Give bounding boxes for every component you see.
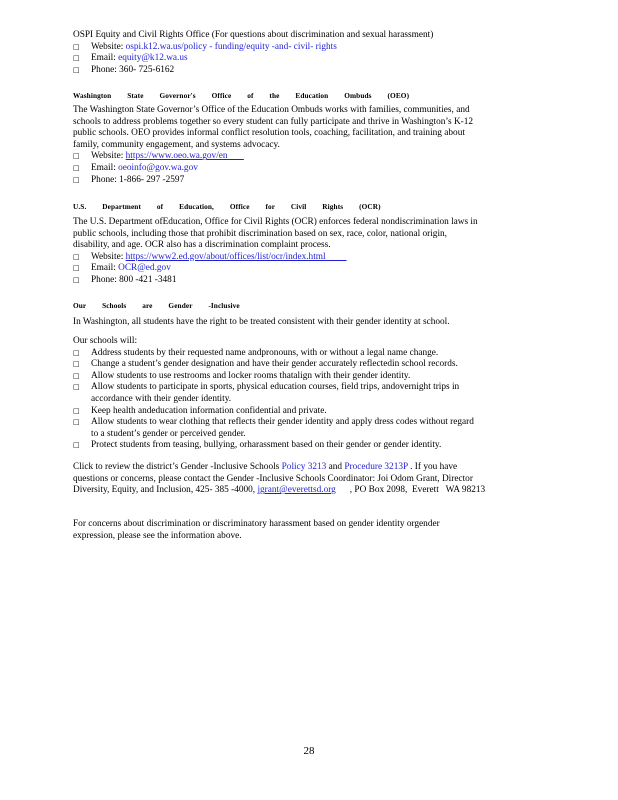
list-item	[73, 371, 548, 383]
list-item-text: Allow students to use restrooms and locker rooms thatalign with their gender identity.	[91, 370, 411, 381]
list-item-text: Address students by their requested name andpronouns, with or without a legal name change.	[91, 347, 439, 358]
ospi-title: OSPI Equity and Civil Rights Office (For questions about discrimination and sexual harassment)	[73, 30, 434, 40]
ocr-website-label: Website:	[91, 251, 124, 262]
ospi-phone-row	[73, 65, 548, 77]
list-item	[73, 406, 548, 418]
oeo-email-row	[73, 163, 548, 175]
ocr-para-line: disability, and age. OCR also has a discrimination complaint process.	[73, 240, 331, 251]
schools-heading: Our Schools are Gender -Inclusive	[73, 301, 240, 310]
review-line-1-pre: Click to review the district’s Gender -Inclusive Schools	[73, 462, 282, 472]
list-item	[73, 440, 548, 452]
oeo-heading: Washington State Governor's Office of the Education Ombuds (OEO)	[73, 91, 410, 100]
ocr-phone: 800 -421 -3481	[119, 274, 177, 285]
bullet-icon: □	[73, 54, 80, 63]
bullet-icon: □	[73, 252, 80, 261]
coordinator-email-link[interactable]: jgrant@everettsd.org	[257, 485, 336, 496]
bullet-icon: □	[73, 42, 80, 51]
list-item-text: Keep health andeducation information confidential and private.	[91, 405, 327, 416]
bullet-icon: □	[73, 152, 80, 161]
ospi-phone-label: Phone:	[91, 64, 117, 75]
ocr-phone-label: Phone:	[91, 274, 117, 285]
ocr-website-underline-tail	[326, 252, 347, 262]
oeo-para-line: schools to address problems together so every student can fully participate and thrive in Washington’s K-12	[73, 116, 474, 127]
schools-intro: In Washington, all students have the right to be treated consistent with their gender identity at school.	[73, 317, 450, 327]
review-paragraph	[73, 462, 548, 497]
ocr-website-row	[73, 252, 548, 264]
procedure-link[interactable]: Procedure 3213P	[344, 462, 408, 472]
review-line-2: questions or concerns, please contact the Gender -Inclusive Schools Coordinator: Joi Odom Grant, Director	[73, 473, 473, 484]
list-item-text: Change a student’s gender designation and have their gender accurately reflectedin school records.	[91, 359, 458, 370]
review-line-1	[73, 462, 548, 474]
bullet-icon: □	[73, 406, 80, 415]
ocr-email-row	[73, 263, 548, 275]
bullet-icon: □	[73, 175, 80, 184]
concerns-line: expression, please see the information above.	[73, 530, 242, 541]
page-number: 28	[303, 745, 315, 757]
ospi-email-row	[73, 53, 548, 65]
bullet-icon: □	[73, 65, 80, 74]
oeo-phone-label: Phone:	[91, 174, 117, 185]
oeo-phone-row	[73, 175, 548, 187]
review-line-3-post: , PO Box 2098, Everett WA 98213	[335, 485, 486, 496]
ospi-phone: 360- 725-6162	[119, 64, 175, 75]
oeo-email-link[interactable]: oeoinfo@gov.wa.gov	[118, 162, 198, 173]
list-item-text-cont: accordance with their gender identity.	[91, 393, 232, 404]
list-item	[73, 348, 548, 360]
bullet-icon: □	[73, 348, 80, 357]
oeo-website-underline-tail	[228, 151, 244, 161]
ospi-email-label: Email:	[91, 53, 116, 64]
oeo-website-row	[73, 151, 548, 163]
ospi-section	[73, 30, 548, 76]
review-line-3-pre: Diversity, Equity, and Inclusion, 425- 385 -4000,	[73, 485, 258, 496]
ocr-email-label: Email:	[91, 263, 116, 274]
concerns-line: For concerns about discrimination or discriminatory harassment based on gender identity orgender	[73, 519, 440, 529]
ocr-phone-row	[73, 275, 548, 287]
bullet-icon: □	[73, 383, 80, 392]
ospi-website-link[interactable]: ospi.k12.wa.us/policy - funding/equity -and- civil- rights	[125, 41, 337, 52]
bullet-icon: □	[73, 371, 80, 380]
list-item-text: Allow students to wear clothing that reflects their gender identity and apply dress codes without regard	[91, 417, 474, 428]
review-line-1-post: . If you have	[407, 462, 458, 472]
concerns-paragraph	[73, 519, 548, 542]
list-item-text: Allow students to participate in sports, physical education courses, field trips, andovernight trips in	[91, 382, 460, 393]
policy-link[interactable]: Policy 3213	[281, 462, 327, 472]
bullet-icon: □	[73, 163, 80, 172]
review-line-1-mid: and	[326, 462, 345, 472]
oeo-para-line: The Washington State Governor’s Office of the Education Ombuds works with families, communities, and	[73, 105, 470, 115]
list-item-text: Protect students from teasing, bullying, orharassment based on their gender or gender identity.	[91, 440, 442, 451]
oeo-phone: 1-866- 297 -2597	[119, 174, 185, 185]
review-line-3	[73, 485, 548, 497]
ospi-website-label: Website:	[91, 41, 124, 52]
ocr-email-link[interactable]: OCR@ed.gov	[118, 263, 171, 274]
bullet-icon: □	[73, 264, 80, 273]
bullet-icon: □	[73, 418, 80, 427]
bullet-icon: □	[73, 441, 80, 450]
oeo-email-label: Email:	[91, 162, 116, 173]
oeo-para-line: public schools. OEO provides informal conflict resolution tools, coaching, facilitation, and training about	[73, 128, 465, 139]
list-item	[73, 382, 548, 405]
schools-list-title: Our schools will:	[73, 336, 138, 346]
ocr-para-line: The U.S. Department ofEducation, Office for Civil Rights (OCR) enforces federal nondiscrimination laws in	[73, 217, 478, 227]
ocr-para-line: public schools, including those that prohibit discrimination based on sex, race, color, national origin,	[73, 228, 448, 239]
oeo-website-label: Website:	[91, 151, 124, 162]
list-item	[73, 417, 548, 440]
bullet-icon: □	[73, 275, 80, 284]
ocr-website-link[interactable]: https://www2.ed.gov/about/offices/list/ocr/index.html	[125, 251, 326, 262]
list-item	[73, 359, 548, 371]
ospi-email-link[interactable]: equity@k12.wa.us	[118, 53, 188, 64]
schools-list-section	[73, 336, 548, 452]
ocr-heading: U.S. Department of Education, Office for Civil Rights (OCR)	[73, 202, 381, 211]
oeo-website-link[interactable]: https://www.oeo.wa.gov/en	[125, 151, 228, 162]
list-item-text-cont: to a student’s gender or perceived gender.	[91, 428, 246, 439]
ocr-section	[73, 217, 548, 287]
oeo-section	[73, 105, 548, 186]
bullet-icon: □	[73, 360, 80, 369]
oeo-para-line: family, community engagement, and systems advocacy.	[73, 139, 280, 150]
ospi-website-row	[73, 42, 548, 54]
